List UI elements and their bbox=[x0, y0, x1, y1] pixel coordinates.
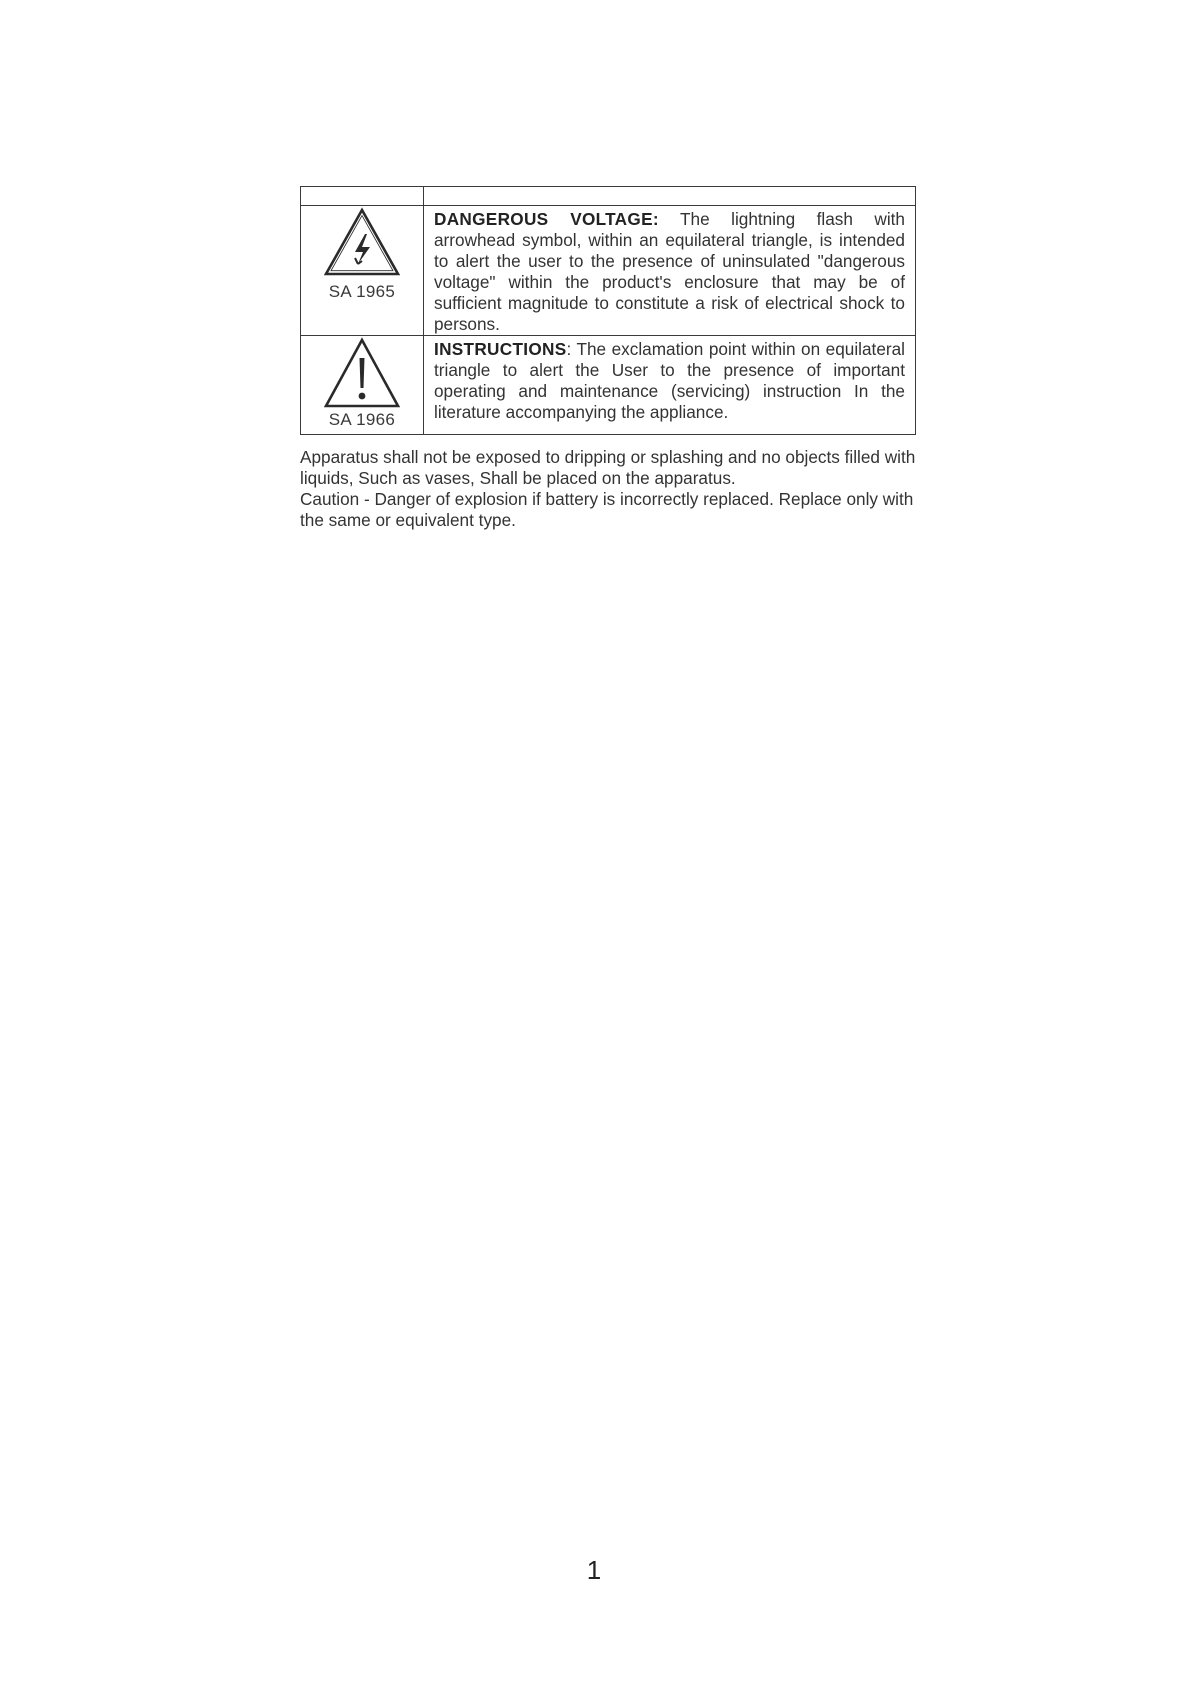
table-header-row bbox=[301, 187, 916, 206]
dripping-note: Apparatus shall not be exposed to dripping or splashing and no objects filled with liquids, Such as vases, Shall be placed on the apparatus. bbox=[300, 447, 916, 488]
exclamation-triangle-icon bbox=[322, 336, 402, 410]
instructions-row bbox=[301, 336, 916, 435]
dangerous-voltage-row bbox=[301, 206, 916, 336]
symbol-code: SA 1965 bbox=[328, 282, 396, 301]
lightning-triangle-icon bbox=[322, 206, 402, 278]
warning-title: DANGEROUS VOLTAGE: bbox=[434, 209, 659, 229]
symbol-cell bbox=[301, 206, 424, 336]
warning-text: The lightning flash with arrowhead symbol, within an equilateral triangle, is intended to alert the user to the presence of uninsulated "dangerous voltage" within the product's enclosure that may be of sufficient magnitude to constitute a risk of electrical shock to persons. bbox=[434, 209, 905, 334]
safety-notes bbox=[300, 447, 930, 531]
battery-caution-note: Caution - Danger of explosion if battery is incorrectly replaced. Replace only with the same or equivalent type. bbox=[300, 489, 914, 530]
page-number: 1 bbox=[586, 1555, 602, 1585]
blank-cell bbox=[301, 187, 424, 206]
warning-title: INSTRUCTIONS bbox=[434, 339, 567, 359]
symbol-code: SA 1966 bbox=[328, 410, 396, 429]
symbol-cell bbox=[301, 336, 424, 435]
warning-text: : The exclamation point within on equilateral triangle to alert the User to the presence of important operating and maintenance (servicing) instruction In the literature accompanying the appliance. bbox=[434, 339, 905, 422]
warning-description bbox=[424, 206, 916, 336]
blank-cell bbox=[424, 187, 916, 206]
safety-symbols-table bbox=[300, 186, 916, 435]
warning-description bbox=[424, 336, 916, 435]
